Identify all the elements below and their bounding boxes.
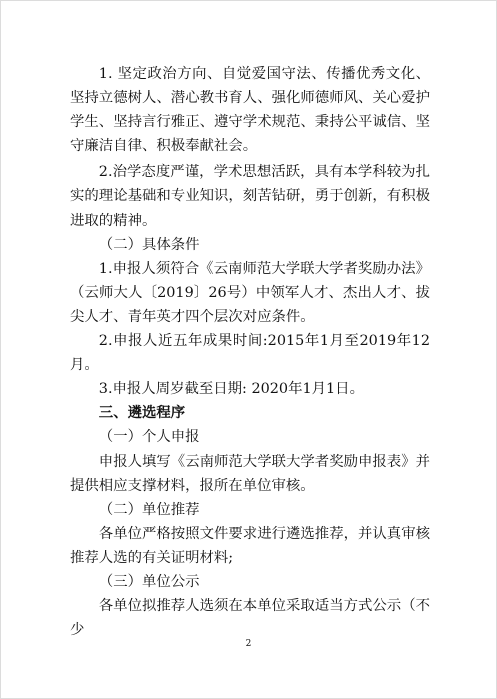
subheading-unit-publicity: （三）单位公示 xyxy=(98,573,200,590)
paragraph-unit-publicity: 各单位拟推荐人选须在本单位采取适当方式公示（不少 xyxy=(70,598,430,639)
paragraph-political-requirements: 1. 坚定政治方向、自觉爱国守法、传播优秀文化、坚持立德树人、潜心教书育人、强化师德师风、关心爱护学生、坚持言行雅正、遵守学术规范、秉持公平诚信、坚守廉洁自律、积极奉献社会。 xyxy=(70,66,430,155)
subheading-specific-conditions: （二）具体条件 xyxy=(98,236,200,253)
paragraph-personal-application: 申报人填写《云南师范大学联大学者奖励申报表》并提供相应支撑材料，报所在单位审核。 xyxy=(70,453,430,494)
paragraph-condition-2: 2.申报人近五年成果时间:2015年1月至2019年12月。 xyxy=(70,333,430,374)
paragraph-academic-attitude: 2.治学态度严谨，学术思想活跃，具有本学科较为扎实的理论基础和专业知识，刻苦钻研，勇于创新，有积极进取的精神。 xyxy=(70,164,430,229)
paragraph-condition-3: 3.申报人周岁截至日期: 2020年1月1日。 xyxy=(98,381,364,398)
subheading-personal-application: （一）个人申报 xyxy=(98,429,200,446)
page-number: 2 xyxy=(245,639,252,649)
document-body xyxy=(70,62,430,642)
paragraph-condition-1: 1.申报人须符合《云南师范大学联大学者奖励办法》（云师大人〔2019〕26号）中领军人才、杰出人才、拔尖人才、青年英才四个层次对应条件。 xyxy=(70,260,430,325)
section-heading-selection-procedure: 三、遴选程序 xyxy=(98,405,186,422)
paragraph-unit-recommendation: 各单位严格按照文件要求进行遴选推荐，并认真审核推荐人选的有关证明材料; xyxy=(70,525,430,566)
subheading-unit-recommendation: （二）单位推荐 xyxy=(98,501,200,518)
